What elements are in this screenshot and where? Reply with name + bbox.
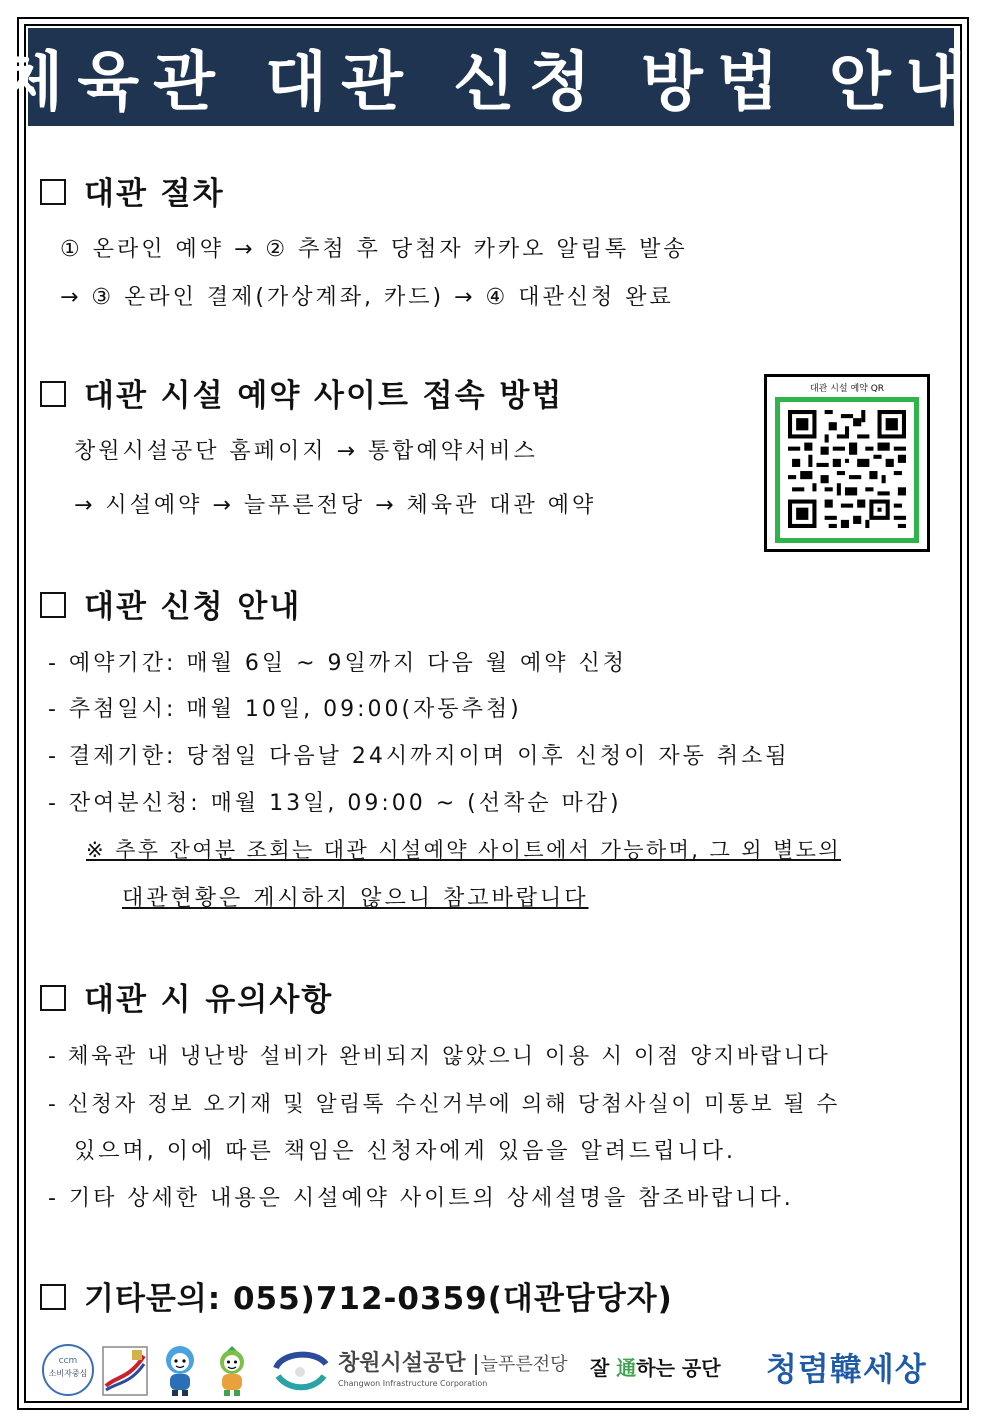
brand-logo-text: 청렴韓세상 [766, 1350, 927, 1388]
precaution-line: - 체육관 내 냉난방 설비가 완비되지 않았으니 이용 시 이점 양지바랍니다 [48, 1044, 831, 1069]
precaution-line: - 기타 상세한 내용은 시설예약 사이트의 상세설명을 참조바랍니다. [48, 1186, 794, 1211]
application-note-line: 대관현황은 게시하지 않으니 참고바랍니다 [122, 886, 589, 911]
ccm-badge-icon [42, 1344, 94, 1396]
footer-logo-strip [40, 1340, 950, 1400]
application-info-line: - 결제기한: 당첨일 다음날 24시까지이며 이후 신청이 자동 취소됨 [48, 744, 790, 769]
procedure-heading-text: 대관 절차 [84, 176, 225, 212]
checkbox-square-icon [40, 1284, 66, 1310]
qr-code-icon [788, 410, 906, 528]
mascot-blue-icon [158, 1344, 202, 1398]
org-english-name: Changwon Infrastructure Corporation [338, 1379, 488, 1388]
procedure-step-line: → ③ 온라인 결제(가상계좌, 카드) → ④ 대관신청 완료 [60, 285, 674, 310]
page-title-banner [1, 28, 981, 126]
application-info-line: - 예약기간: 매월 6일 ~ 9일까지 다음 월 예약 신청 [48, 651, 628, 676]
contact-line [40, 1273, 673, 1318]
application-heading-text: 대관 신청 안내 [84, 589, 302, 625]
qr-caption: 대관 시설 예약 QR [809, 384, 885, 394]
checkbox-square-icon [40, 592, 66, 618]
mascot-green-icon [210, 1344, 254, 1398]
checkbox-square-icon [40, 985, 66, 1011]
precaution-line: 있으며, 이에 따른 책임은 신청자에게 있음을 알려드립니다. [74, 1139, 736, 1164]
changwon-city-emblem-icon [272, 1346, 330, 1396]
ccm-label: 소비자중심 [48, 1369, 88, 1378]
page-title: 체육관 대관 신청 방법 안내 [1, 46, 981, 120]
org-name: 창원시설공단 [338, 1351, 466, 1376]
ccm-top-text: ccm [58, 1356, 78, 1366]
section-heading-site-access [40, 370, 563, 415]
section-heading-application [40, 581, 301, 626]
site-access-path-line: 창원시설공단 홈페이지 → 통합예약서비스 [74, 439, 538, 464]
certification-mark-icon [102, 1346, 148, 1396]
precautions-heading-text: 대관 시 유의사항 [84, 982, 334, 1018]
checkbox-square-icon [40, 179, 66, 205]
application-info-line: - 잔여분신청: 매월 13일, 09:00 ~ (선착순 마감) [48, 791, 622, 816]
site-access-heading-text: 대관 시설 예약 사이트 접속 방법 [84, 378, 564, 414]
qr-code-frame [775, 397, 919, 543]
site-access-path-line: → 시설예약 → 늘푸른전당 → 체육관 대관 예약 [74, 493, 597, 518]
application-info-line: - 추첨일시: 매월 10일, 09:00(자동추첨) [48, 697, 522, 722]
procedure-step-line: ① 온라인 예약 → ② 추첨 후 당첨자 카카오 알림톡 발송 [60, 237, 688, 262]
contact-text: 기타문의: 055)712-0359(대관담당자) [84, 1281, 673, 1317]
qr-code-card[interactable] [764, 374, 930, 552]
section-heading-procedure [40, 168, 225, 213]
org-sub-name: 늘푸른전당 [475, 1354, 568, 1375]
slogan-highlight: 通 [616, 1356, 637, 1380]
section-heading-precautions [40, 974, 333, 1019]
precaution-line: - 신청자 정보 오기재 및 알림톡 수신거부에 의해 당첨사실이 미통보 될 수 [48, 1092, 840, 1117]
application-note-line: ※ 추후 잔여분 조회는 대관 시설예약 사이트에서 가능하며, 그 외 별도의 [86, 838, 842, 862]
checkbox-square-icon [40, 381, 66, 407]
slogan [590, 1352, 721, 1381]
slogan-pre: 잘 [590, 1356, 617, 1380]
org-logo [338, 1346, 568, 1388]
slogan-post: 하는 공단 [636, 1356, 721, 1380]
